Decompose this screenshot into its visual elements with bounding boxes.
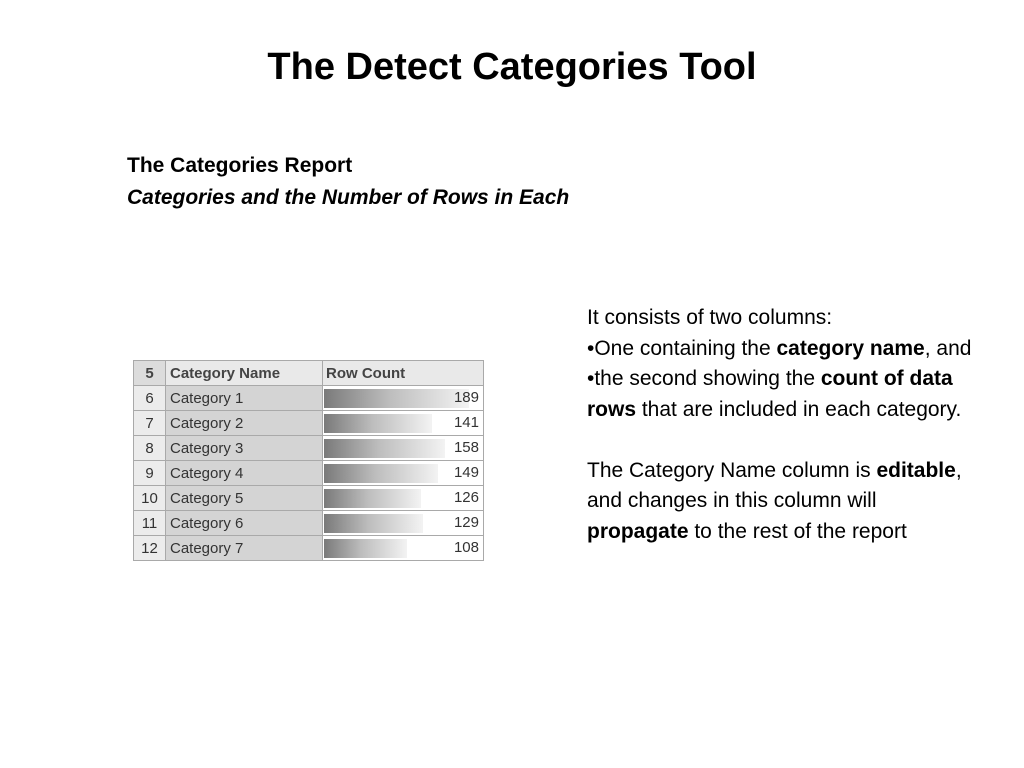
row-count-value: 158 <box>453 439 479 456</box>
row-count-cell <box>323 436 484 461</box>
row-number: 9 <box>134 461 166 486</box>
row-count-data-bar <box>324 439 445 458</box>
row-count-value: 189 <box>453 389 479 406</box>
paragraph-gap <box>587 425 977 456</box>
row-count-cell <box>323 536 484 561</box>
row-number: 7 <box>134 411 166 436</box>
row-count-data-bar <box>324 539 407 558</box>
row-count-value: 129 <box>453 514 479 531</box>
report-caption: Categories and the Number of Rows in Each <box>127 186 570 209</box>
bullet-category-name: •One containing the category name, and <box>587 336 972 360</box>
row-number: 8 <box>134 436 166 461</box>
table-row[interactable] <box>134 436 484 461</box>
categories-report-table <box>133 360 484 561</box>
table-header-row <box>134 361 484 386</box>
row-count-data-bar <box>324 414 432 433</box>
row-number: 5 <box>134 361 166 386</box>
report-heading: The Categories Report <box>127 154 353 177</box>
description-intro: It consists of two columns: <box>587 306 833 329</box>
row-number: 6 <box>134 386 166 411</box>
column-header-row-count: Row Count <box>323 361 484 386</box>
subtitle-block <box>127 150 569 214</box>
row-count-cell <box>323 461 484 486</box>
editable-note: The Category Name column is editable, and changes in this column will propagate to the rest of the report <box>587 458 962 543</box>
row-number: 12 <box>134 536 166 561</box>
row-count-data-bar <box>324 489 421 508</box>
category-name-cell[interactable]: Category 5 <box>166 486 323 511</box>
table-row[interactable] <box>134 486 484 511</box>
row-count-value: 108 <box>453 539 479 556</box>
row-number: 10 <box>134 486 166 511</box>
row-count-data-bar <box>324 389 469 408</box>
category-name-cell[interactable]: Category 3 <box>166 436 323 461</box>
row-number: 11 <box>134 511 166 536</box>
table-row[interactable] <box>134 511 484 536</box>
description-text <box>587 303 977 547</box>
table-row[interactable] <box>134 411 484 436</box>
row-count-cell <box>323 511 484 536</box>
category-name-cell[interactable]: Category 6 <box>166 511 323 536</box>
category-name-cell[interactable]: Category 2 <box>166 411 323 436</box>
row-count-data-bar <box>324 514 423 533</box>
row-count-value: 149 <box>453 464 479 481</box>
table-row[interactable] <box>134 386 484 411</box>
column-header-category-name: Category Name <box>166 361 323 386</box>
row-count-value: 126 <box>453 489 479 506</box>
slide-title: The Detect Categories Tool <box>267 46 757 88</box>
row-count-cell <box>323 486 484 511</box>
table-row[interactable] <box>134 461 484 486</box>
row-count-value: 141 <box>453 414 479 431</box>
row-count-cell <box>323 411 484 436</box>
category-name-cell[interactable]: Category 1 <box>166 386 323 411</box>
table-row[interactable] <box>134 536 484 561</box>
category-name-cell[interactable]: Category 4 <box>166 461 323 486</box>
row-count-data-bar <box>324 464 438 483</box>
category-name-cell[interactable]: Category 7 <box>166 536 323 561</box>
bullet-count-of-rows: •the second showing the count of data rows that are included in each category. <box>587 367 962 421</box>
row-count-cell <box>323 386 484 411</box>
